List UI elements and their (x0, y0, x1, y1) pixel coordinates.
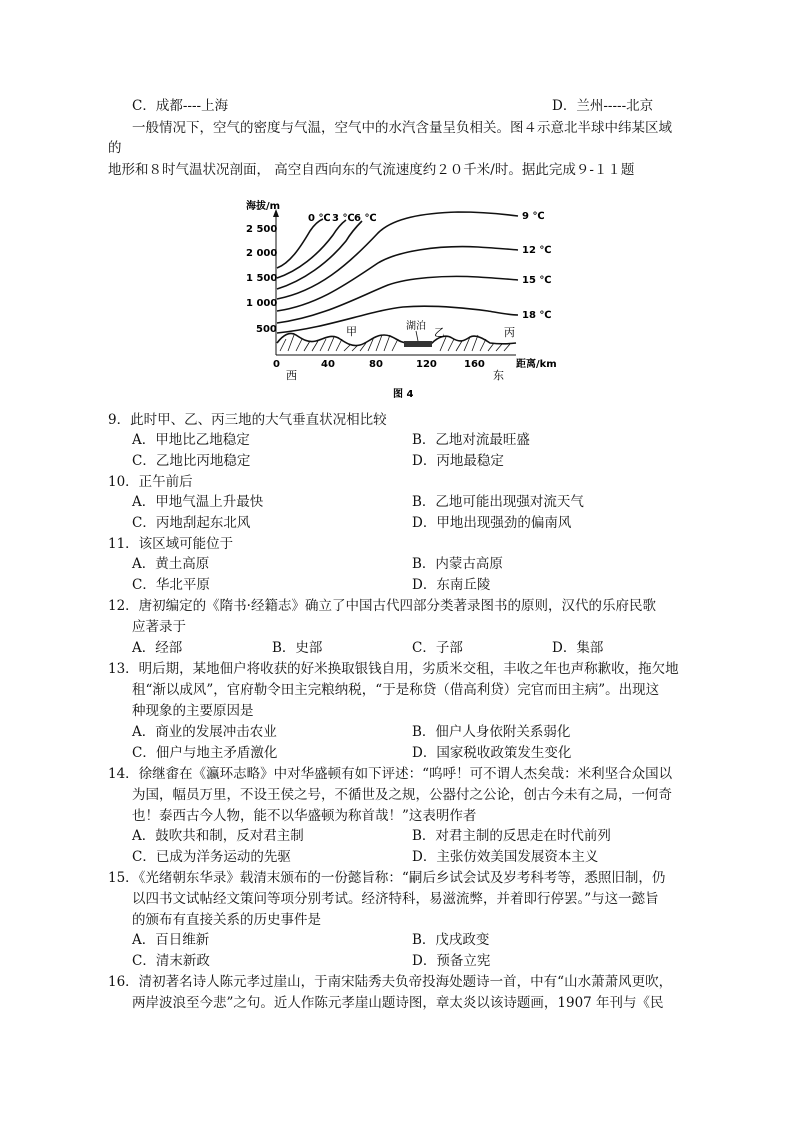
q10-option-d: D．甲地出现强劲的偏南风 (412, 515, 572, 531)
label-12c: 12 ℃ (522, 245, 552, 256)
y-tick-1000: 1 000 (246, 298, 278, 309)
prev-option-c: C．成都----上海 (132, 98, 229, 114)
q14-option-a: A．鼓吹共和制，反对君主制 (132, 828, 304, 844)
label-15c: 15 ℃ (522, 275, 552, 286)
question-16-stem-2: 两岸波浪至今悲”之句。近人作陈元孝崖山题诗图，章太炎以该诗题画，1907 年刊与《民 (132, 995, 664, 1011)
label-6c: 6 ℃ (354, 213, 377, 224)
q15-option-a: A．百日维新 (132, 932, 210, 948)
q11-option-a: A．黄土高原 (132, 556, 210, 572)
question-9-stem: 9．此时甲、乙、丙三地的大气垂直状况相比较 (108, 412, 387, 428)
figure-4-profile (228, 193, 558, 405)
place-bing: 丙 (504, 326, 515, 339)
x-tick-160: 160 (464, 359, 485, 370)
x-tick-120: 120 (416, 359, 437, 370)
x-tick-0: 0 (273, 359, 280, 370)
y-tick-1500: 1 500 (246, 273, 278, 284)
q13-option-b: B．佃户人身依附关系弱化 (412, 724, 571, 740)
y-axis-label: 海拔/m (246, 201, 281, 212)
q13-option-a: A．商业的发展冲击农业 (132, 724, 277, 740)
question-14-stem-2: 为国，幅员万里，不设王侯之号，不循世及之规，公器付之公论，创古今未有之局，一何奇 (132, 787, 672, 803)
isotherm-15c (277, 276, 518, 323)
label-18c: 18 ℃ (522, 310, 552, 321)
q15-option-d: D．预备立宪 (412, 953, 491, 969)
x-axis-label: 距离/km (516, 359, 557, 370)
x-tick-80: 80 (369, 359, 383, 370)
lake (404, 341, 432, 347)
q13-option-d: D．国家税收政策发生变化 (412, 745, 572, 761)
q15-option-b: B．戊戌政变 (412, 932, 490, 948)
question-13-stem-1: 13．明后期，某地佃户将收获的好米换取银钱自用，劣质米交租，丰收之年也声称歉收，拖欠地 (108, 661, 679, 677)
question-10-stem: 10．正午前后 (108, 474, 193, 490)
q9-option-a: A．甲地比乙地稳定 (132, 432, 250, 448)
place-lake: 湖泊 (406, 321, 426, 332)
question-14-stem-1: 14．徐继畬在《瀛环志略》中对华盛顿有如下评述：“呜呼！可不谓人杰矣哉：米利坚合众国以 (108, 766, 673, 782)
question-12-stem-2: 应著录于 (132, 619, 186, 635)
lake-pointer (416, 331, 418, 341)
prev-option-d: D．兰州-----北京 (552, 98, 654, 114)
place-yi: 乙 (434, 326, 445, 339)
question-15-stem-2: 以四书文试帖经文策问等项分别考试。经济特科，易滋流弊，并着即行停罢。”与这一懿旨 (132, 891, 659, 907)
y-tick-2500: 2 500 (246, 224, 278, 235)
q14-option-b: B．对君主制的反思走在时代前列 (412, 828, 611, 844)
y-tick-2000: 2 000 (246, 248, 278, 259)
figure-caption: 图 4 (393, 389, 414, 400)
terrain-profile (277, 333, 516, 345)
q10-option-c: C．丙地刮起东北风 (132, 515, 251, 531)
question-15-stem-3: 的颁布有直接关系的历史事件是 (132, 912, 321, 928)
terrain-hatching (280, 335, 510, 351)
label-9c: 9 ℃ (522, 211, 545, 222)
intro-line-3: 地形和８时气温状况剖面， 高空自西向东的气流速度约２０千米/时。据此完成９-１１题 (108, 162, 635, 178)
isotherm-6c (277, 221, 362, 289)
q9-option-c: C．乙地比丙地稳定 (132, 453, 251, 469)
east-label: 东 (493, 369, 504, 382)
q12-option-d: D．集部 (552, 640, 604, 656)
west-label: 西 (286, 369, 297, 382)
question-15-stem-1: 15．《光绪朝东华录》载清末颁布的一份懿旨称：“嗣后乡试会试及岁考科考等，悉照旧制，仍 (108, 870, 666, 886)
place-jia: 甲 (346, 325, 357, 338)
q10-option-a: A．甲地气温上升最快 (132, 494, 264, 510)
label-3c: 3 ℃ (332, 213, 355, 224)
x-tick-40: 40 (321, 359, 335, 370)
q14-option-d: D．主张仿效美国发展资本主义 (412, 849, 599, 865)
q15-option-c: C．清末新政 (132, 953, 210, 969)
question-11-stem: 11．该区域可能位于 (108, 536, 234, 552)
label-0c: 0 ℃ (308, 213, 331, 224)
question-14-stem-3: 也！泰西古今人物，能不以华盛顿为称首哉！”这表明作者 (132, 808, 477, 824)
question-13-stem-3: 种现象的主要原因是 (132, 703, 254, 719)
q11-option-d: D．东南丘陵 (412, 577, 491, 593)
q12-option-a: A．经部 (132, 640, 183, 656)
q9-option-b: B．乙地对流最旺盛 (412, 432, 530, 448)
q14-option-c: C．已成为洋务运动的先驱 (132, 849, 291, 865)
q9-option-d: D．丙地最稳定 (412, 453, 504, 469)
q12-option-c: C．子部 (412, 640, 463, 656)
q10-option-b: B．乙地可能出现强对流天气 (412, 494, 584, 510)
y-tick-500: 500 (256, 324, 277, 335)
intro-line-2: 的 (108, 140, 122, 156)
intro-line-1: 一般情况下，空气的密度与气温，空气中的水汽含量呈负相关。图４示意北半球中纬某区域 (132, 120, 672, 136)
isotherm-18c (277, 306, 518, 333)
question-13-stem-2: 租“渐以成风”，官府勒令田主完粮纳税，“于是称贷（借高利贷）完官而田主病”。出现这 (132, 682, 660, 698)
isotherm-0c (277, 219, 323, 268)
question-16-stem-1: 16．清初著名诗人陈元孝过崖山，于南宋陆秀夫负帝投海处题诗一首，中有“山水萧萧风更吹， (108, 974, 673, 990)
q12-option-b: B．史部 (272, 640, 323, 656)
q13-option-c: C．佃户与地主矛盾激化 (132, 745, 278, 761)
q11-option-b: B．内蒙古高原 (412, 556, 503, 572)
q11-option-c: C．华北平原 (132, 577, 210, 593)
question-12-stem-1: 12．唐初编定的《隋书·经籍志》确立了中国古代四部分类著录图书的原则，汉代的乐府民歌 (108, 598, 656, 614)
